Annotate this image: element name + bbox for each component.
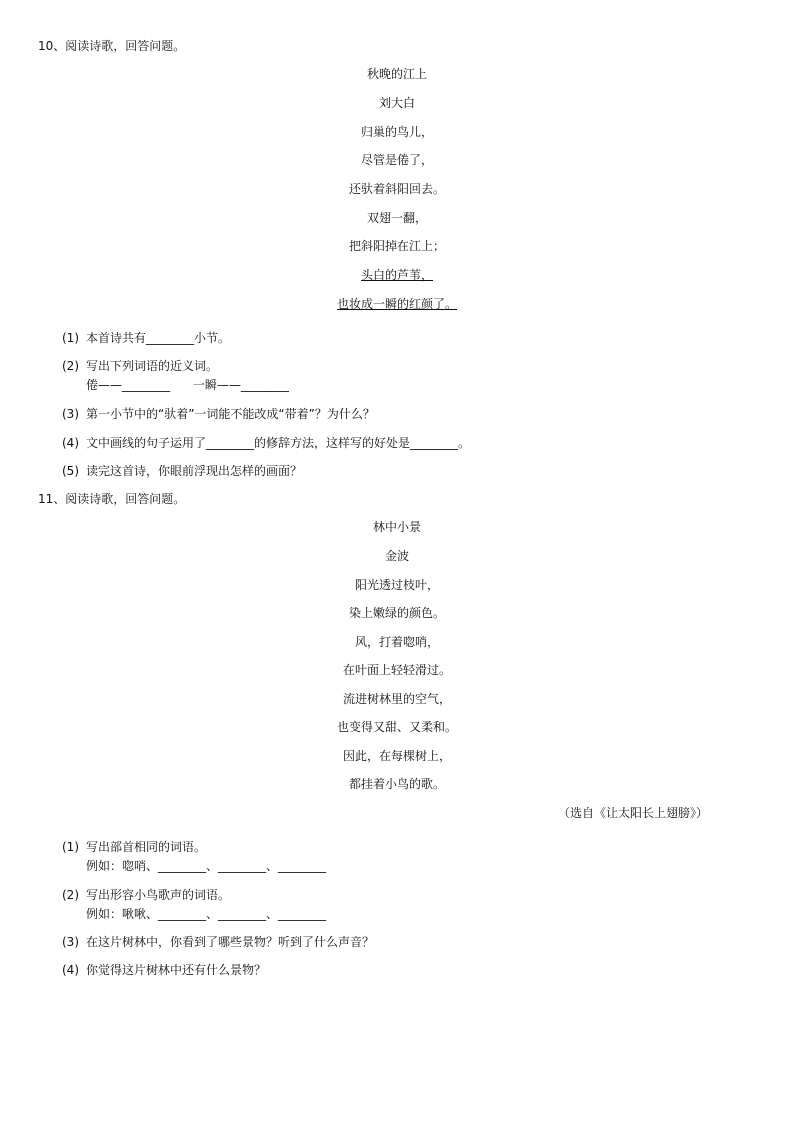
q11-question-number: (2): [62, 888, 79, 902]
q11-question-text: 写出部首相同的词语。: [86, 840, 207, 854]
q11-question-text: 在这片树林中，你看到了哪些景物？听到了什么声音？: [86, 935, 375, 949]
q10-poem-line: 把斜阳掉在江上；: [348, 239, 445, 253]
q10-poem-title: 秋晚的江上: [366, 67, 427, 81]
q11-poem-line: 流进树林里的空气，: [342, 692, 451, 706]
q11-poem-line: 风，打着唿哨，: [354, 635, 439, 649]
q11-question-number: (3): [62, 935, 79, 949]
q11-question-text: 写出形容小鸟歌声的词语。: [86, 888, 231, 902]
q10-question-text: 写出下列词语的近义词。: [86, 359, 219, 373]
q11-poem-author: 金波: [384, 549, 409, 563]
q10-poem-line: 归巢的鸟儿，: [360, 125, 433, 139]
q10-poem-line: 还驮着斜阳回去。: [348, 182, 445, 196]
q10-question-subline: 倦——________ 一瞬——________: [86, 378, 289, 392]
q10-question-text: 第一小节中的“驮着”一词能不能改成“带着”？为什么？: [86, 407, 375, 421]
q11-question-subline: 例如：啾啾、________、________、________: [86, 907, 327, 921]
q11-poem-line: 也变得又甜、又柔和。: [336, 720, 457, 734]
q10-question-number: (4): [62, 436, 79, 450]
q11-poem-line: 阳光透过枝叶，: [354, 578, 439, 592]
q10-poem-line: 双翅一翻，: [366, 211, 427, 225]
q11-header: 11、阅读诗歌，回答问题。: [38, 492, 186, 506]
q10-question-text: 文中画线的句子运用了________的修辞方法，这样写的好处是________。: [86, 436, 471, 450]
q11-question-text: 你觉得这片树林中还有什么景物？: [86, 963, 267, 977]
q11-poem-line: 在叶面上轻轻滑过。: [342, 663, 451, 677]
q11-poem-line: 都挂着小鸟的歌。: [348, 777, 445, 791]
q10-header: 10、阅读诗歌，回答问题。: [38, 39, 186, 53]
q11-poem-title: 林中小景: [372, 520, 421, 534]
q10-question-text: 读完这首诗，你眼前浮现出怎样的画面？: [86, 464, 303, 478]
q10-question-number: (2): [62, 359, 79, 373]
q11-poem-source: （选自《让太阳长上翅膀》）: [557, 806, 708, 820]
q10-poem-line-underlined: 也妆成一瞬的红颜了。: [336, 297, 457, 311]
q10-question-number: (1): [62, 331, 79, 345]
q10-poem-author: 刘大白: [378, 96, 415, 110]
q10-poem-line: 尽管是倦了，: [360, 153, 433, 167]
q10-question-number: (3): [62, 407, 79, 421]
q11-poem-line: 因此，在每棵树上，: [342, 749, 451, 763]
q11-question-number: (1): [62, 840, 79, 854]
q10-question-number: (5): [62, 464, 79, 478]
q11-poem-line: 染上嫩绿的颜色。: [348, 606, 445, 620]
q11-question-number: (4): [62, 963, 79, 977]
q10-question-text: 本首诗共有________小节。: [86, 331, 231, 345]
q10-poem-line-underlined: 头白的芦苇，: [360, 268, 433, 282]
q11-question-subline: 例如：唿哨、________、________、________: [86, 859, 327, 873]
